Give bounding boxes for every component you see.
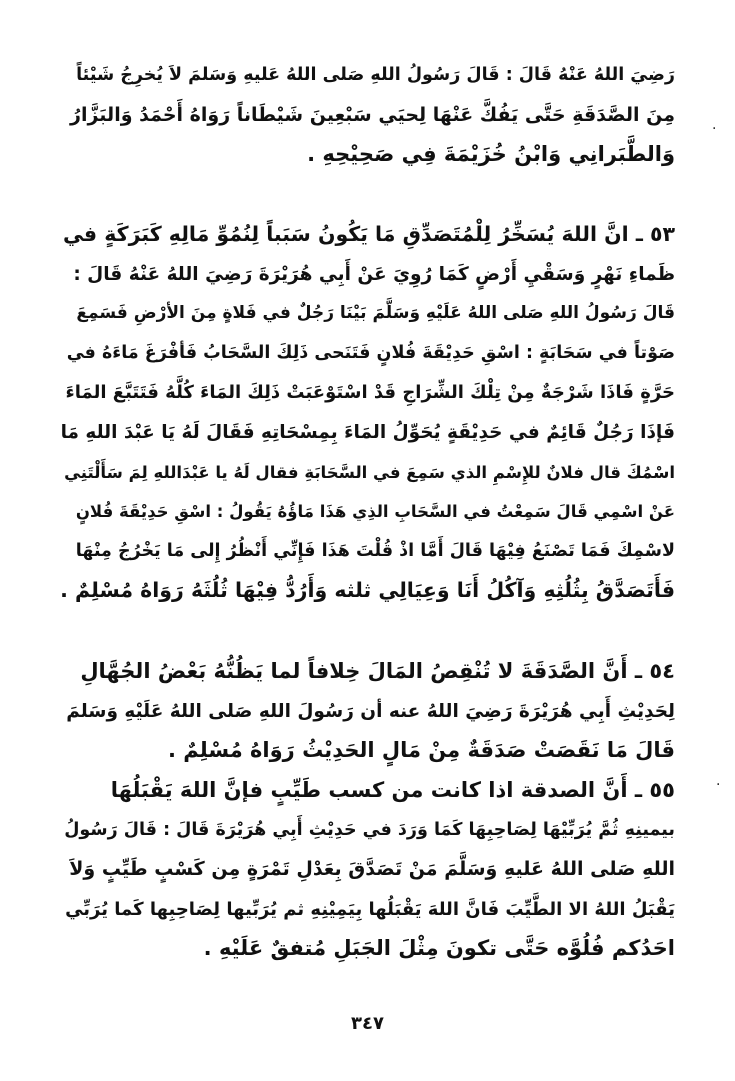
text-line: عَنْ اسْمِي قَالَ سَمِعْتُ في السَّحَابِ الذِي هَذَا مَاؤُهُ يَقُولُ : اسْقِ حَدِيْقَةَ فُلانٍ	[75, 502, 675, 522]
text-line: حَرَّةٍ فَاذَا شَرْجَةٌ مِنْ تِلْكَ الشِّرَاجِ قَدْ اسْتَوْعَبَتْ ذَلِكَ المَاءَ كُلَّهُ فَتَتَبَّعَ المَاءَ	[65, 382, 675, 404]
scan-speck: ·	[716, 777, 721, 793]
text-line: ٥٣ ـ انَّ اللهَ يُسَخِّرُ لِلْمُتَصَدِّقِ مَا يَكُونُ سَبَباً لِنُمُوِّ مَالِهِ كَبَرَكَةٍ في	[62, 222, 675, 246]
text-line: قَالَ رَسُولُ اللهِ صَلى اللهُ عَلَيْهِ وَسَلَّمَ بَيْنَا رَجُلٌ في فَلاةٍ مِنَ الأرْضِ فَسَمِعَ	[76, 303, 675, 324]
text-line: لاسْمِكَ فَمَا تَصْنَعُ فِيْهَا قَالَ أَمَّا اذْ قُلْتَ هَذَا فَإِنِّي أَنْظُرُ إِلى مَا يَخْرُجُ مِنْهَا	[75, 540, 675, 561]
text-line: ٥٥ ـ أَنَّ الصدقة اذا كانت من كسب طَيِّبٍ فإنَّ اللهَ يَقْبَلُهَا	[110, 778, 675, 802]
paragraph-53	[60, 215, 675, 611]
scan-speck: ·	[712, 121, 717, 137]
text-line: اللهِ صَلى اللهُ عَليهِ وَسَلَّمَ مَنْ تَصَدَّقَ بِعَدْلِ تَمْرَةٍ مِن كَسْبٍ طَيِّبٍ وَلاَ	[69, 858, 675, 881]
text-line: وَالطَّبَرانِي وَابْنُ خُزَيْمَةَ فِي صَحِيْحِهِ .	[307, 142, 675, 167]
paragraph-55	[60, 771, 675, 969]
text-line: مِنَ الصَّدَقَةِ حَتَّى يَفُكَّ عَنْهَا لِحيَي سَبْعِينَ شَيْطَاناً رَوَاهُ أَحْمَدُ وَالبَزَّارُ	[70, 103, 675, 126]
page-number: ٣٤٧	[351, 1013, 384, 1034]
text-line: قَالَ مَا نَقَصَتْ صَدَقَةٌ مِنْ مَالٍ الحَدِيْثُ رَوَاهُ مُسْلِمٌ .	[168, 738, 675, 763]
text-line: صَوْتاً في سَحَابَةٍ : اسْقِ حَدِيْقَةَ فُلانٍ فَتَنَحى ذَلِكَ السَّحَابُ فَأفْرَغَ مَاءَهُ في	[66, 342, 675, 363]
paragraph-hadith-continuation	[60, 56, 675, 175]
text-line: ٥٤ ـ أَنَّ الصَّدَقَةَ لا تُنْقِصُ المَالَ خِلافاً لما يَظُنُّهُ بَعْضُ الجُهَّالِ	[80, 659, 675, 683]
text-line: احَدُكم فُلُوَّه حَتَّى تكونَ مِثْلَ الجَبَلِ مُتفقٌ عَلَيْهِ .	[203, 936, 675, 961]
text-line: يَقْبَلُ اللهُ الا الطَّيِّبَ فَانَّ اللهَ يَقْبَلُها بِيَمِيْنِهِ ثم يُرَبِّيها لِصَاحِبِها كَما يُرَبِّي	[65, 898, 675, 920]
text-line: بيمينِهِ ثُمَّ يُرَبِّيْهَا لِصَاحِبِهَا كَمَا وَرَدَ في حَدِيْثِ أَبِي هُرَيْرَةَ قَالَ : قَالَ رَسُولُ	[64, 819, 675, 840]
text-line: ظَماءِ نَهْرٍ وَسَقْيِ أَرْضٍ كَمَا رُوِيَ عَنْ أَبِي هُرَيْرَةَ رَضِيَ اللهُ عَنْهُ قَالَ :	[73, 263, 675, 285]
text-line: فَإذَا رَجُلٌ قَائِمٌ في حَدِيْقَةٍ يُحَوِّلُ المَاءَ بِمِسْحَاتِهِ فَقَالَ لَهُ يَا عَبْدَ اللهِ مَا	[60, 421, 675, 443]
text-line: اسْمُكَ قال فلانٌ للإِسْمِ الذي سَمِعَ في السَّحَابَةِ فقال لَهُ يا عَبْدَاللهِ لِمَ سَأَلْتَنِي	[64, 462, 675, 482]
text-line: رَضِيَ اللهُ عَنْهُ قَالَ : قَالَ رَسُولُ اللهِ صَلى اللهُ عَليهِ وَسَلمَ لاَ يُخرِجُ شَيْئاً	[76, 65, 675, 85]
text-line: فَأَتَصَدَّقُ بِثُلُثِهِ وَآكُلُ أَنَا وَعِيَالِي ثلثه وَأَرُدُّ فِيْهَا ثُلُثَهُ رَوَاهُ مُسْلِمٌ .	[60, 578, 675, 603]
text-line: لِحَدِيْثِ أَبِي هُرَيْرَةَ رَضِيَ اللهُ عنه أن رَسُولَ اللهِ صَلى اللهُ عَلَيْهِ وَسَلمَ	[66, 700, 675, 722]
paragraph-54	[60, 652, 675, 771]
